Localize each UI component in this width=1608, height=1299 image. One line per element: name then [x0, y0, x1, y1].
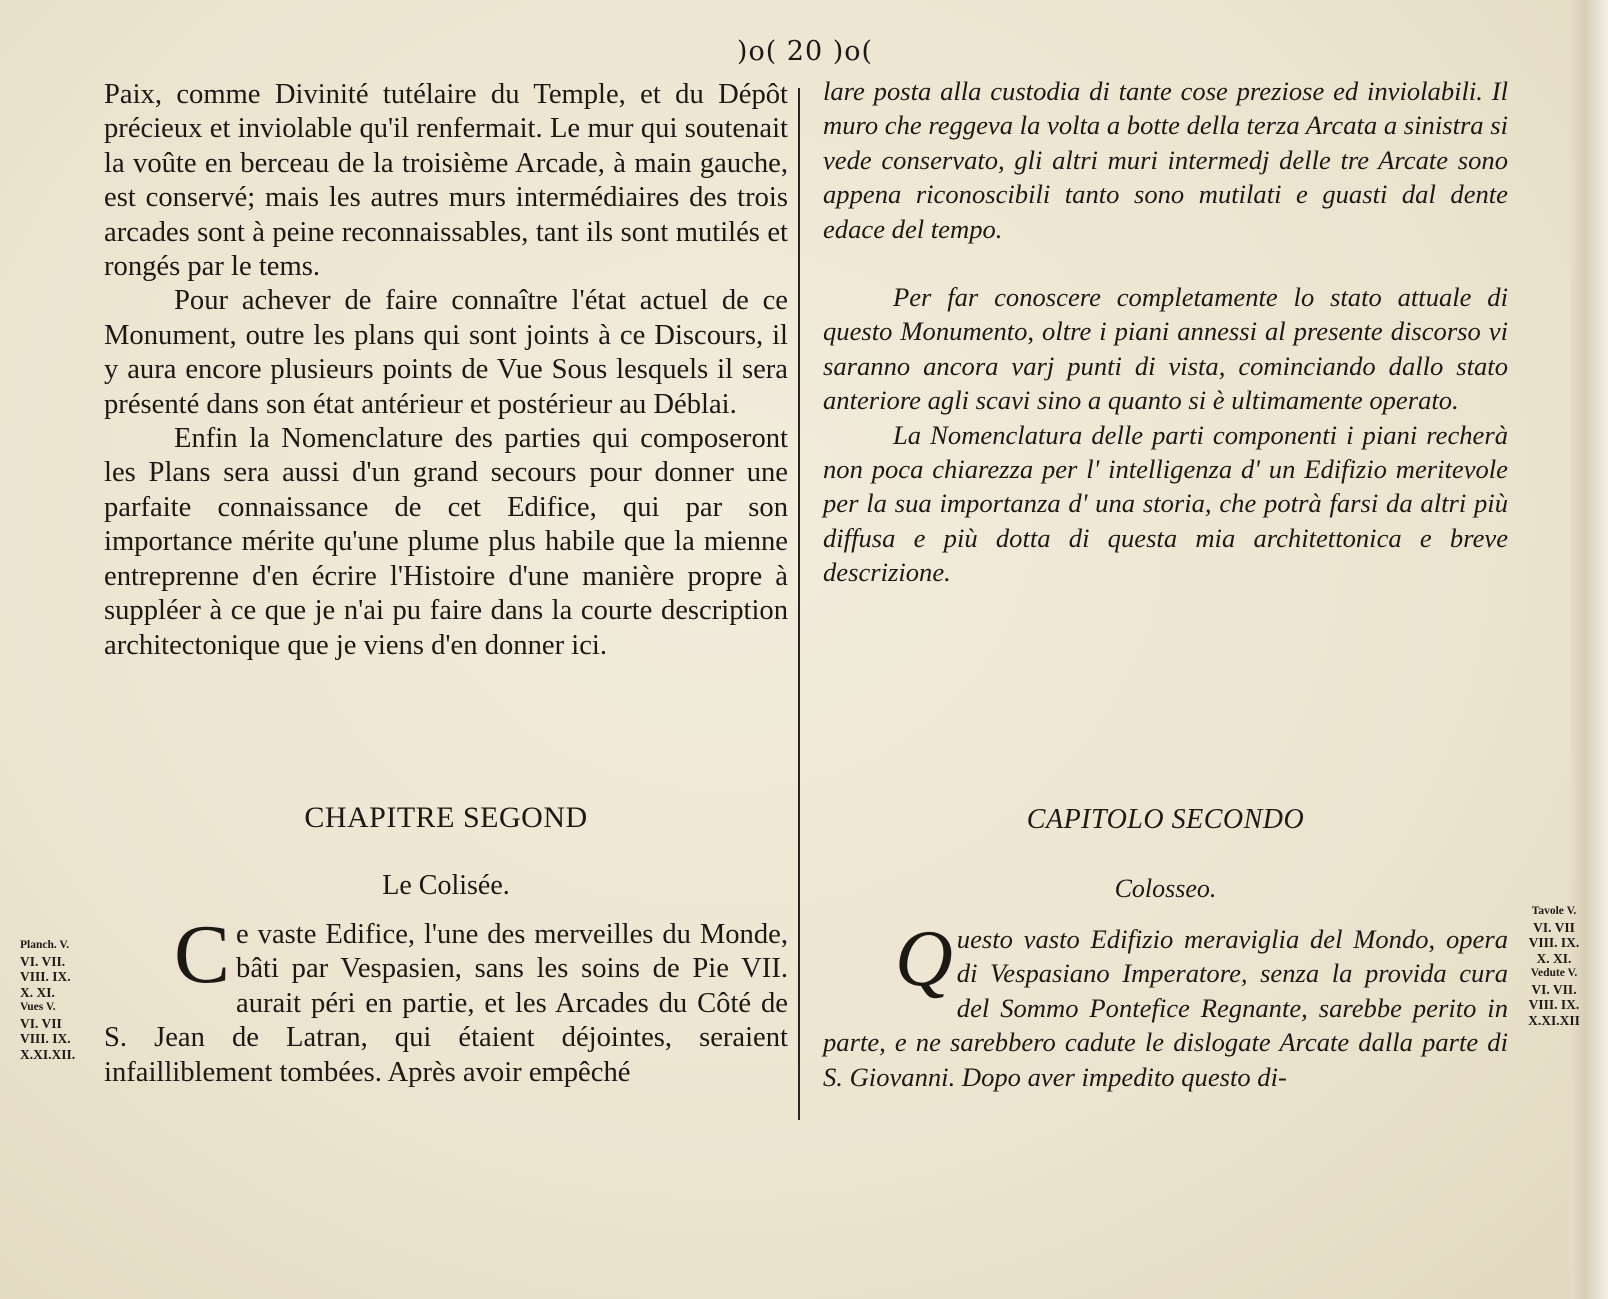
- margin-note-line: Tavole V.: [1531, 905, 1577, 917]
- margin-note-line: VI. VII: [20, 1015, 62, 1031]
- french-paragraph-3: Enfin la Nomenclature des parties qui composeront les Plans sera aussi d'un grand secours pour donner une parfaite connaissance de cet Edifice, qui par son importance mérite qu'une plume plus habile que la mienne entreprenne d'en écrire l'Histoire d'une manière propre à suppléer à ce que je n'ai pu faire dans la courte description architectonique que je viens d'en donner ici.: [104, 423, 788, 661]
- margin-note-line: Planch. V.: [20, 939, 70, 951]
- french-chapter-title: CHAPITRE SEGOND: [304, 801, 588, 834]
- margin-note-line: VIII. IX.: [1528, 935, 1580, 950]
- margin-note-line: VI. VII.: [20, 953, 66, 969]
- italian-chapter-title: CAPITOLO SECONDO: [1026, 804, 1305, 835]
- margin-note-line: X. XI.: [1536, 950, 1572, 966]
- french-chapter-body: [104, 908, 788, 1090]
- margin-note-line: X. XI.: [20, 984, 55, 1000]
- margin-note-line: VI. VII.: [1531, 981, 1577, 997]
- french-paragraph-2: Pour achever de faire connaître l'état actuel de ce Monument, outre les plans qui sont joints à ce Discours, il y aura encore plusieurs points de Vue Sous lesquels il sera présenté dans son état antérieur et postérieur au Déblai.: [104, 285, 788, 420]
- margin-note-plates-right: [1514, 904, 1594, 1028]
- italian-chapter-body: [823, 915, 1508, 1094]
- italian-paragraph-2: Per far conoscere completamente lo stato attuale di questo Monumento, oltre i piani annessi al presente discorso vi saranno ancora varj punti di vista, cominciando dallo stato anteriore agli scavi sino a quanto si è ultimamente operato.: [823, 282, 1508, 416]
- margin-note-line: X.XI.XII: [1528, 1012, 1580, 1028]
- french-chapter-subtitle: Le Colisée.: [382, 870, 510, 901]
- column-divider: [798, 88, 800, 1120]
- page-number: )o( 20 )o(: [736, 36, 874, 67]
- page-edge: [1570, 0, 1608, 1299]
- margin-note-plates-left: [20, 938, 100, 1062]
- margin-note-line: VIII. IX.: [1528, 997, 1580, 1012]
- margin-note-line: VI. VII: [1533, 919, 1575, 935]
- italian-body-text: uesto vasto Edifizio meraviglia del Mondo, opera di Vespasiano Imperatore, senza la provida cura del Sommo Pontefice Regnante, sarebbe perito in parte, e ne sarebbero cadute le dislogate Arcate dalla parte di S. Giovanni. Dopo aver impedito questo di-: [823, 924, 1508, 1092]
- italian-dropcap: Q: [895, 915, 953, 1003]
- italian-column: [823, 74, 1508, 590]
- french-body-text: e vaste Edifice, l'une des merveilles du Monde, bâti par Vespasien, sans les soins de Pie VII. aurait péri en partie, et les Arcades du Côté de S. Jean de Latran, qui étaient déjointes, seraient infailliblement tombées. Après avoir empêché: [104, 919, 788, 1088]
- french-column: [104, 78, 788, 663]
- margin-note-line: VIII. IX.: [20, 969, 71, 984]
- italian-paragraph-3: La Nomenclatura delle parti componenti i piani recherà non poca chiarezza per l' intelligenza d' un Edifizio meritevole per la sua importanza d' una storia, che potrà farsi da altri più diffusa e più dotta di questa mia architettonica e breve descrizione.: [823, 419, 1508, 588]
- margin-note-line: Vues V.: [20, 1001, 56, 1013]
- margin-note-line: X.XI.XII.: [20, 1046, 76, 1062]
- margin-note-line: Vedute V.: [1530, 967, 1578, 979]
- french-paragraph-1: Paix, comme Divinité tutélaire du Temple, et du Dépôt précieux et inviolable qu'il renfermait. Le mur qui soutenait la voûte en berceau de la troisième Arcade, à main gauche, est conservé; mais les autres murs intermédiaires des trois arcades sont à peine reconnaissables, tant ils sont mutilés et rongés par le tems.: [104, 79, 788, 283]
- italian-chapter-subtitle: Colosseo.: [1114, 874, 1217, 903]
- italian-paragraph-1: lare posta alla custodia di tante cose preziose ed inviolabili. Il muro che reggeva la volta a botte della terza Arcata a sinistra si vede conservato, gli altri muri intermedj delle tre Arcate sono appena riconoscibili tanto sono mutilati e guasti dal dente edace del tempo.: [823, 76, 1508, 244]
- french-dropcap: C: [174, 908, 231, 1001]
- margin-note-line: VIII. IX.: [20, 1031, 71, 1046]
